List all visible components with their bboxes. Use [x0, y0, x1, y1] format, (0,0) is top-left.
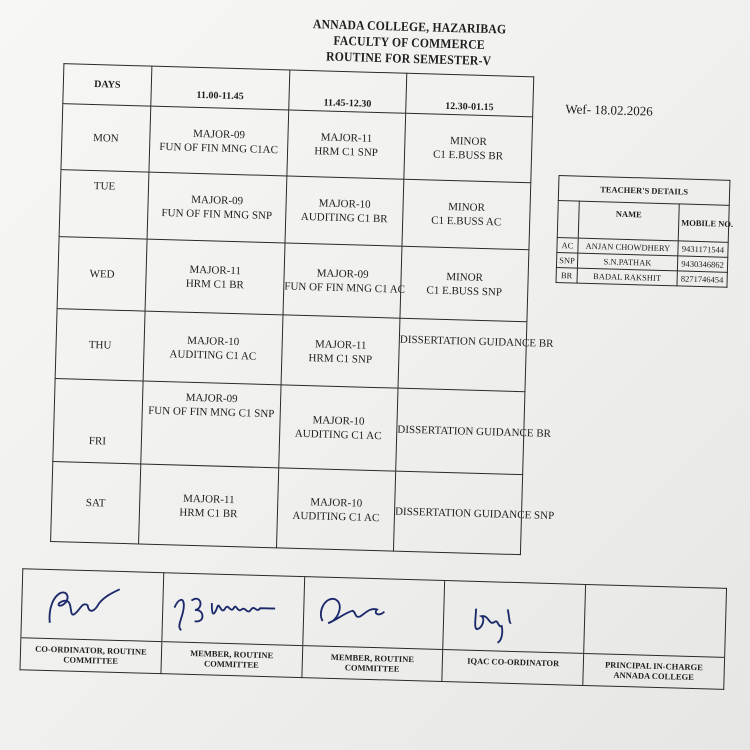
signature-label: MEMBER, ROUTINE COMMITTEE: [330, 651, 415, 674]
class-detail: C1 E.BUSS SNP: [426, 283, 503, 299]
class-code: MAJOR-11: [314, 337, 367, 352]
class-cell: [141, 381, 281, 468]
signature-label: PRINCIPAL IN-CHARGE ANNADA COLLEGE: [604, 659, 703, 683]
mobile-header: MOBILE NO.: [678, 204, 729, 242]
class-cell: [139, 464, 279, 548]
teacher-code: SNP: [556, 253, 577, 269]
signature-strip: [19, 568, 727, 690]
signature-cell-member-1: [161, 573, 305, 678]
day-cell: WED: [57, 237, 147, 311]
day-cell: FRI: [53, 379, 143, 464]
class-cell: [147, 172, 287, 243]
class-cell: [281, 315, 400, 388]
signature-cell-member-2: [301, 577, 445, 682]
class-code: MAJOR-09: [185, 391, 238, 406]
class-code: MAJOR-10: [312, 414, 365, 428]
slot-header-2: 11.45-12.30: [289, 70, 407, 113]
name-header: NAME: [578, 201, 679, 241]
class-cell: [149, 106, 289, 176]
teacher-mobile: 9431171544: [678, 241, 728, 257]
class-detail: DISSERTATION GUIDANCE BR: [397, 423, 552, 440]
routine-row-fri: [53, 379, 525, 475]
class-code: MAJOR-10: [310, 495, 363, 510]
class-detail: DISSERTATION GUIDANCE SNP: [394, 505, 555, 522]
slot-header-1: 11.00-11.45: [151, 66, 290, 110]
class-code: MINOR: [448, 200, 486, 215]
class-detail: C1 E.BUSS BR: [432, 148, 504, 162]
signature-mark: [303, 581, 445, 649]
class-detail: HRM C1 SNP: [314, 144, 379, 159]
class-code: MAJOR-11: [320, 130, 373, 145]
class-cell: [393, 471, 555, 555]
class-code: MAJOR-10: [318, 197, 371, 211]
teacher-code: AC: [557, 238, 578, 254]
class-detail: HRM C1 BR: [185, 277, 245, 291]
code-header: [557, 201, 579, 239]
signature-label: IQAC CO-ORDINATOR: [467, 655, 560, 669]
routine-row-thu: [55, 309, 527, 392]
class-detail: HRM C1 SNP: [308, 351, 373, 366]
class-cell: [396, 388, 552, 475]
routine-row-wed: [57, 237, 529, 322]
class-cell: [287, 110, 406, 179]
days-header: DAYS: [63, 64, 152, 106]
faculty-name: FACULTY OF COMMERCE: [333, 32, 486, 52]
routine-row-sat: [51, 462, 523, 555]
class-detail: AUDITING C1 AC: [292, 509, 380, 524]
class-detail: FUN OF FIN MNG SNP: [161, 206, 273, 223]
day-cell: THU: [55, 309, 145, 381]
slot-header-3: 12.30-01.15: [406, 73, 534, 117]
class-code: MINOR: [449, 134, 487, 148]
class-cell: [285, 176, 404, 246]
class-cell: [283, 243, 406, 318]
class-code: MINOR: [446, 270, 484, 284]
teacher-details-table: [555, 175, 734, 288]
teacher-code: BR: [556, 268, 577, 284]
class-detail: C1 E.BUSS AC: [431, 214, 502, 229]
document-header: [279, 15, 540, 70]
class-code: MAJOR-10: [187, 334, 240, 348]
day-cell: TUE: [59, 170, 149, 239]
class-cell: [404, 113, 533, 183]
teacher-name: ANJAN CHOWDHERY: [578, 238, 678, 256]
teacher-name: S.N.PATHAK: [577, 253, 677, 271]
routine-title: ROUTINE FOR SEMESTER-V: [325, 48, 492, 69]
signature-mark: [444, 585, 586, 653]
teacher-mobile: 9430346862: [677, 256, 727, 272]
teacher-details-title: TEACHER'S DETAILS: [558, 176, 730, 206]
class-cell: [402, 179, 531, 250]
class-detail: AUDITING C1 AC: [294, 427, 382, 443]
class-cell: [145, 239, 285, 315]
signature-cell-iqac: [442, 581, 586, 686]
signature-label: CO-ORDINATOR, ROUTINE COMMITTEE: [35, 643, 147, 666]
college-name: ANNADA COLLEGE, HAZARIBAG: [312, 16, 507, 37]
signature-cell-coordinator: [20, 569, 164, 674]
class-code: MAJOR-09: [192, 127, 246, 141]
class-code: MAJOR-09: [316, 266, 369, 281]
signature-mark: [21, 573, 163, 641]
class-cell: [143, 311, 283, 385]
class-detail: DISSERTATION GUIDANCE BR: [399, 333, 554, 350]
routine-sheet: [10, 0, 740, 740]
class-code: MAJOR-09: [191, 193, 244, 208]
effective-date: Wef- 18.02.2026: [565, 101, 653, 119]
class-detail: FUN OF FIN MNG C1 SNP: [147, 404, 275, 421]
class-detail: FUN OF FIN MNG C1AC: [159, 140, 279, 156]
day-cell: MON: [61, 104, 151, 172]
class-code: MAJOR-11: [182, 492, 235, 506]
class-cell: [400, 246, 529, 322]
class-cell: [279, 385, 398, 471]
signature-label: MEMBER, ROUTINE COMMITTEE: [190, 647, 274, 670]
routine-table: [50, 63, 555, 555]
class-code: MAJOR-11: [189, 263, 242, 277]
day-cell: SAT: [51, 462, 141, 544]
class-cell: [398, 318, 554, 392]
teacher-mobile: 8271746454: [677, 271, 727, 287]
signature-cell-principal: [583, 584, 727, 689]
class-detail: AUDITING C1 BR: [300, 210, 388, 226]
class-cell: [276, 468, 395, 551]
class-detail: FUN OF FIN MNG C1 AC: [284, 279, 406, 296]
class-detail: HRM C1 BR: [179, 506, 238, 520]
signature-mark: [162, 577, 304, 645]
class-detail: AUDITING C1 AC: [169, 347, 257, 363]
teacher-name: BADAL RAKSHIT: [577, 268, 677, 286]
